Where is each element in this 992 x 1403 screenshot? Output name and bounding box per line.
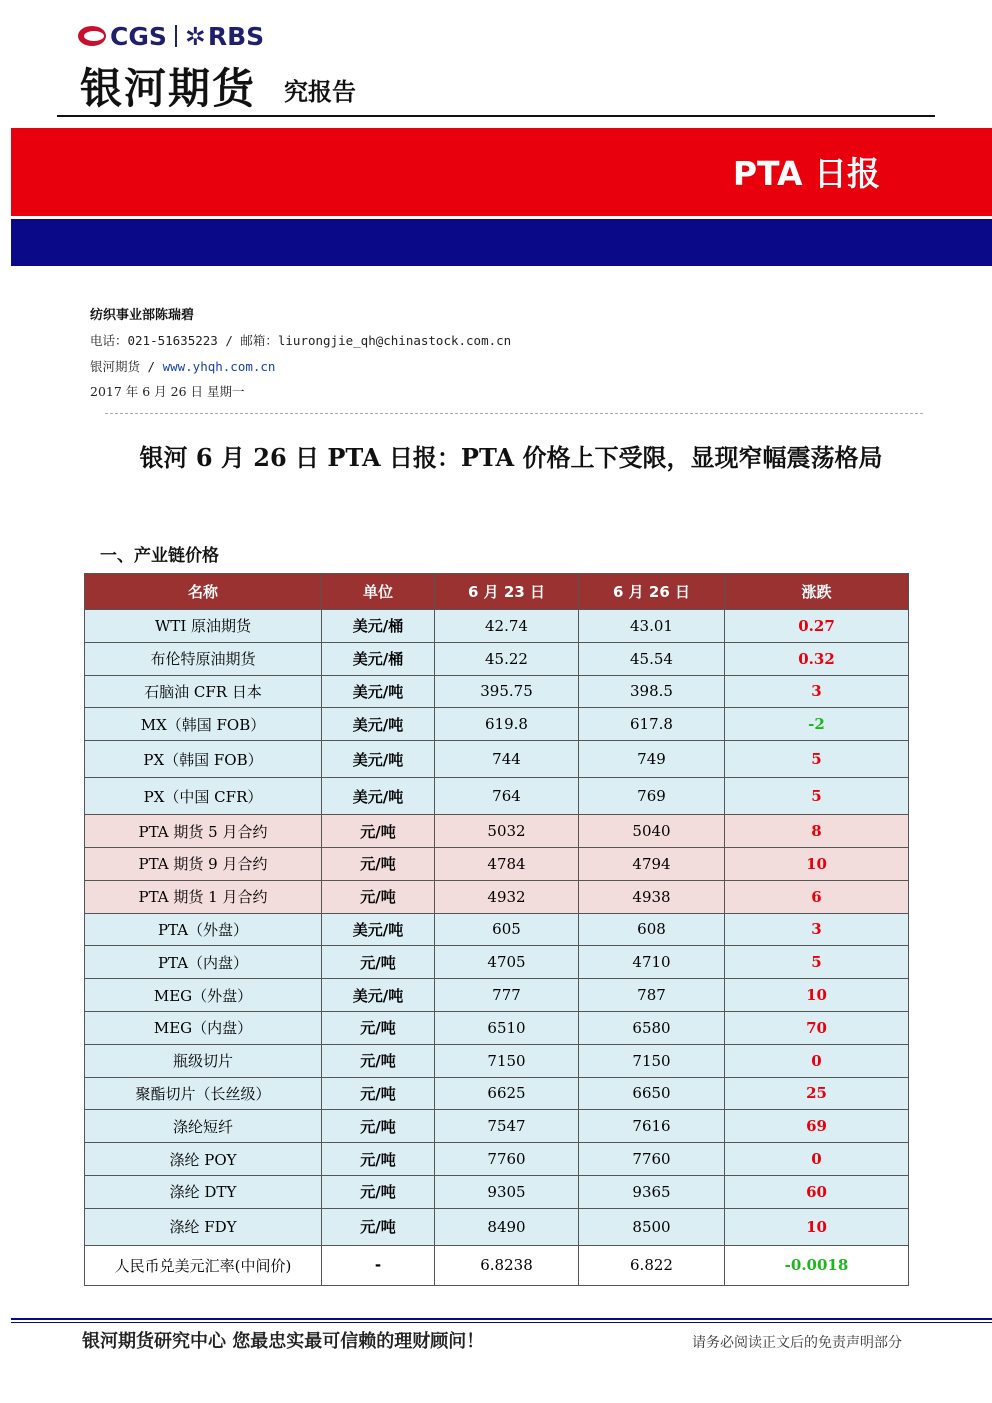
table-row [85,778,909,815]
cell-name: PTA 期货 5 月合约 [85,815,322,848]
cell-date1: 7760 [435,1143,579,1176]
cell-change: 5 [725,741,909,778]
cell-date1: 395.75 [435,675,579,708]
cell-name: 涤纶短纤 [85,1110,322,1143]
cell-name: 涤纶 FDY [85,1208,322,1245]
cell-change: 0 [725,1044,909,1077]
table-row [85,1110,909,1143]
cell-name: PX（中国 CFR） [85,778,322,815]
cell-date2: 4794 [579,847,725,880]
cell-date2: 617.8 [579,708,725,741]
cell-change: 25 [725,1077,909,1110]
table-row [85,847,909,880]
cell-date2: 9365 [579,1175,725,1208]
cell-date1: 6510 [435,1011,579,1044]
cell-change: 0.32 [725,642,909,675]
cell-name: PTA（内盘） [85,946,322,979]
title-banner [11,128,992,216]
cell-change: 10 [725,1208,909,1245]
cell-date2: 8500 [579,1208,725,1245]
cell-change: 3 [725,913,909,946]
cell-unit: 元/吨 [322,1208,435,1245]
cell-change: 60 [725,1175,909,1208]
cell-change: 5 [725,946,909,979]
table-row [85,1011,909,1044]
cell-date2: 7616 [579,1110,725,1143]
cell-unit: 美元/吨 [322,675,435,708]
table-body [85,610,909,1286]
cell-date2: 608 [579,913,725,946]
cell-unit: 美元/吨 [322,913,435,946]
header-divider [57,115,935,117]
cell-unit: 元/吨 [322,880,435,913]
table-row [85,815,909,848]
table-row [85,1175,909,1208]
cell-date1: 6625 [435,1077,579,1110]
table-row [85,642,909,675]
cell-name: 人民币兑美元汇率(中间价) [85,1245,322,1285]
table-row [85,946,909,979]
header-name: 名称 [85,574,322,610]
brand-subtitle: 究报告 [284,78,356,106]
cell-date2: 6.822 [579,1245,725,1285]
cell-unit: 美元/吨 [322,741,435,778]
footer-divider-thin [11,1322,992,1323]
table-row [85,610,909,643]
price-table [84,573,909,1286]
cell-date1: 7150 [435,1044,579,1077]
cell-date1: 619.8 [435,708,579,741]
cell-change: 8 [725,815,909,848]
cell-unit: 美元/桶 [322,642,435,675]
table-row [85,1077,909,1110]
cell-change: -2 [725,708,909,741]
cell-date1: 45.22 [435,642,579,675]
cell-date1: 8490 [435,1208,579,1245]
cell-unit: 元/吨 [322,1044,435,1077]
cell-unit: 美元/吨 [322,708,435,741]
report-title: PTA 日报 [732,154,880,193]
cell-unit: 美元/吨 [322,979,435,1012]
cell-unit: 元/吨 [322,1110,435,1143]
cell-date1: 4932 [435,880,579,913]
cell-unit: 元/吨 [322,1143,435,1176]
site-link[interactable]: www.yhqh.com.cn [162,359,276,374]
cell-change: 0 [725,1143,909,1176]
table-row [85,708,909,741]
logo-divider [175,25,177,47]
cell-date2: 787 [579,979,725,1012]
cell-date2: 398.5 [579,675,725,708]
cell-change: -0.0018 [725,1245,909,1285]
cell-change: 0.27 [725,610,909,643]
brand-name: 银河期货 [80,64,257,113]
cell-date2: 5040 [579,815,725,848]
header-date2: 6 月 26 日 [579,574,725,610]
cell-change: 10 [725,847,909,880]
table-header-row [85,574,909,610]
cgs-swoosh-icon [78,23,108,49]
cell-name: 瓶级切片 [85,1044,322,1077]
footer-slogan: 银河期货研究中心 您最忠实最可信赖的理财顾问！ [82,1331,485,1352]
cell-name: 布伦特原油期货 [85,642,322,675]
cell-date1: 764 [435,778,579,815]
cell-date2: 749 [579,741,725,778]
cell-date1: 9305 [435,1175,579,1208]
cgs-rbs-logo [78,22,264,50]
cell-date2: 4710 [579,946,725,979]
footer-disclaimer: 请务必阅读正文后的免责声明部分 [692,1335,902,1351]
cell-unit: 元/吨 [322,946,435,979]
cell-date1: 605 [435,913,579,946]
cell-date2: 6650 [579,1077,725,1110]
cell-date1: 777 [435,979,579,1012]
table-row [85,1208,909,1245]
dashed-divider [105,413,923,414]
cell-unit: 元/吨 [322,847,435,880]
author-dept: 纺织事业部陈瑞碧 [90,308,195,323]
cell-change: 10 [725,979,909,1012]
cell-date2: 7760 [579,1143,725,1176]
section-title: 一、产业链价格 [100,546,219,566]
cell-name: PTA（外盘） [85,913,322,946]
cell-date1: 6.8238 [435,1245,579,1285]
cell-name: 涤纶 DTY [85,1175,322,1208]
cell-date1: 4705 [435,946,579,979]
table-row [85,1143,909,1176]
blue-banner [11,219,992,266]
cell-change: 6 [725,880,909,913]
logo-cgs-text: CGS [110,21,167,51]
cell-date1: 744 [435,741,579,778]
header-date1: 6 月 23 日 [435,574,579,610]
cell-name: MEG（外盘） [85,979,322,1012]
cell-unit: 元/吨 [322,1077,435,1110]
cell-unit: - [322,1245,435,1285]
cell-change: 69 [725,1110,909,1143]
company-site [90,357,275,375]
table-row [85,979,909,1012]
cell-change: 3 [725,675,909,708]
author-contact: 电话：021-51635223 / 邮箱：liurongjie_qh@chinastock.com.cn [90,333,512,348]
cell-date1: 7547 [435,1110,579,1143]
header-unit: 单位 [322,574,435,610]
header-change: 涨跌 [725,574,909,610]
table-row [85,1044,909,1077]
cell-unit: 元/吨 [322,815,435,848]
logo-rbs-label: RBS [207,21,265,51]
table-row [85,913,909,946]
logo-rbs-text [185,22,264,51]
cell-unit: 元/吨 [322,1175,435,1208]
rbs-star-icon: ✲ [184,21,206,51]
cell-change: 70 [725,1011,909,1044]
cell-date2: 4938 [579,880,725,913]
table-row [85,1245,909,1285]
cell-name: WTI 原油期货 [85,610,322,643]
report-date: 2017 年 6 月 26 日 星期一 [90,384,245,399]
cell-date2: 769 [579,778,725,815]
cell-date2: 6580 [579,1011,725,1044]
cell-unit: 元/吨 [322,1011,435,1044]
table-row [85,675,909,708]
cell-date1: 42.74 [435,610,579,643]
cell-name: PX（韩国 FOB） [85,741,322,778]
cell-name: 聚酯切片（长丝级） [85,1077,322,1110]
cell-name: 涤纶 POY [85,1143,322,1176]
cell-date1: 4784 [435,847,579,880]
table-row [85,741,909,778]
cell-date1: 5032 [435,815,579,848]
cell-name: PTA 期货 9 月合约 [85,847,322,880]
cell-date2: 45.54 [579,642,725,675]
headline: 银河 6 月 26 日 PTA 日报：PTA 价格上下受限，显现窄幅震荡格局 [139,443,883,472]
cell-date2: 43.01 [579,610,725,643]
cell-name: PTA 期货 1 月合约 [85,880,322,913]
cell-name: MX（韩国 FOB） [85,708,322,741]
footer-divider [11,1318,992,1320]
cell-name: MEG（内盘） [85,1011,322,1044]
cell-name: 石脑油 CFR 日本 [85,675,322,708]
cell-unit: 美元/吨 [322,778,435,815]
site-prefix: 银河期货 / [90,359,163,374]
cell-unit: 美元/桶 [322,610,435,643]
cell-change: 5 [725,778,909,815]
cell-date2: 7150 [579,1044,725,1077]
table-row [85,880,909,913]
